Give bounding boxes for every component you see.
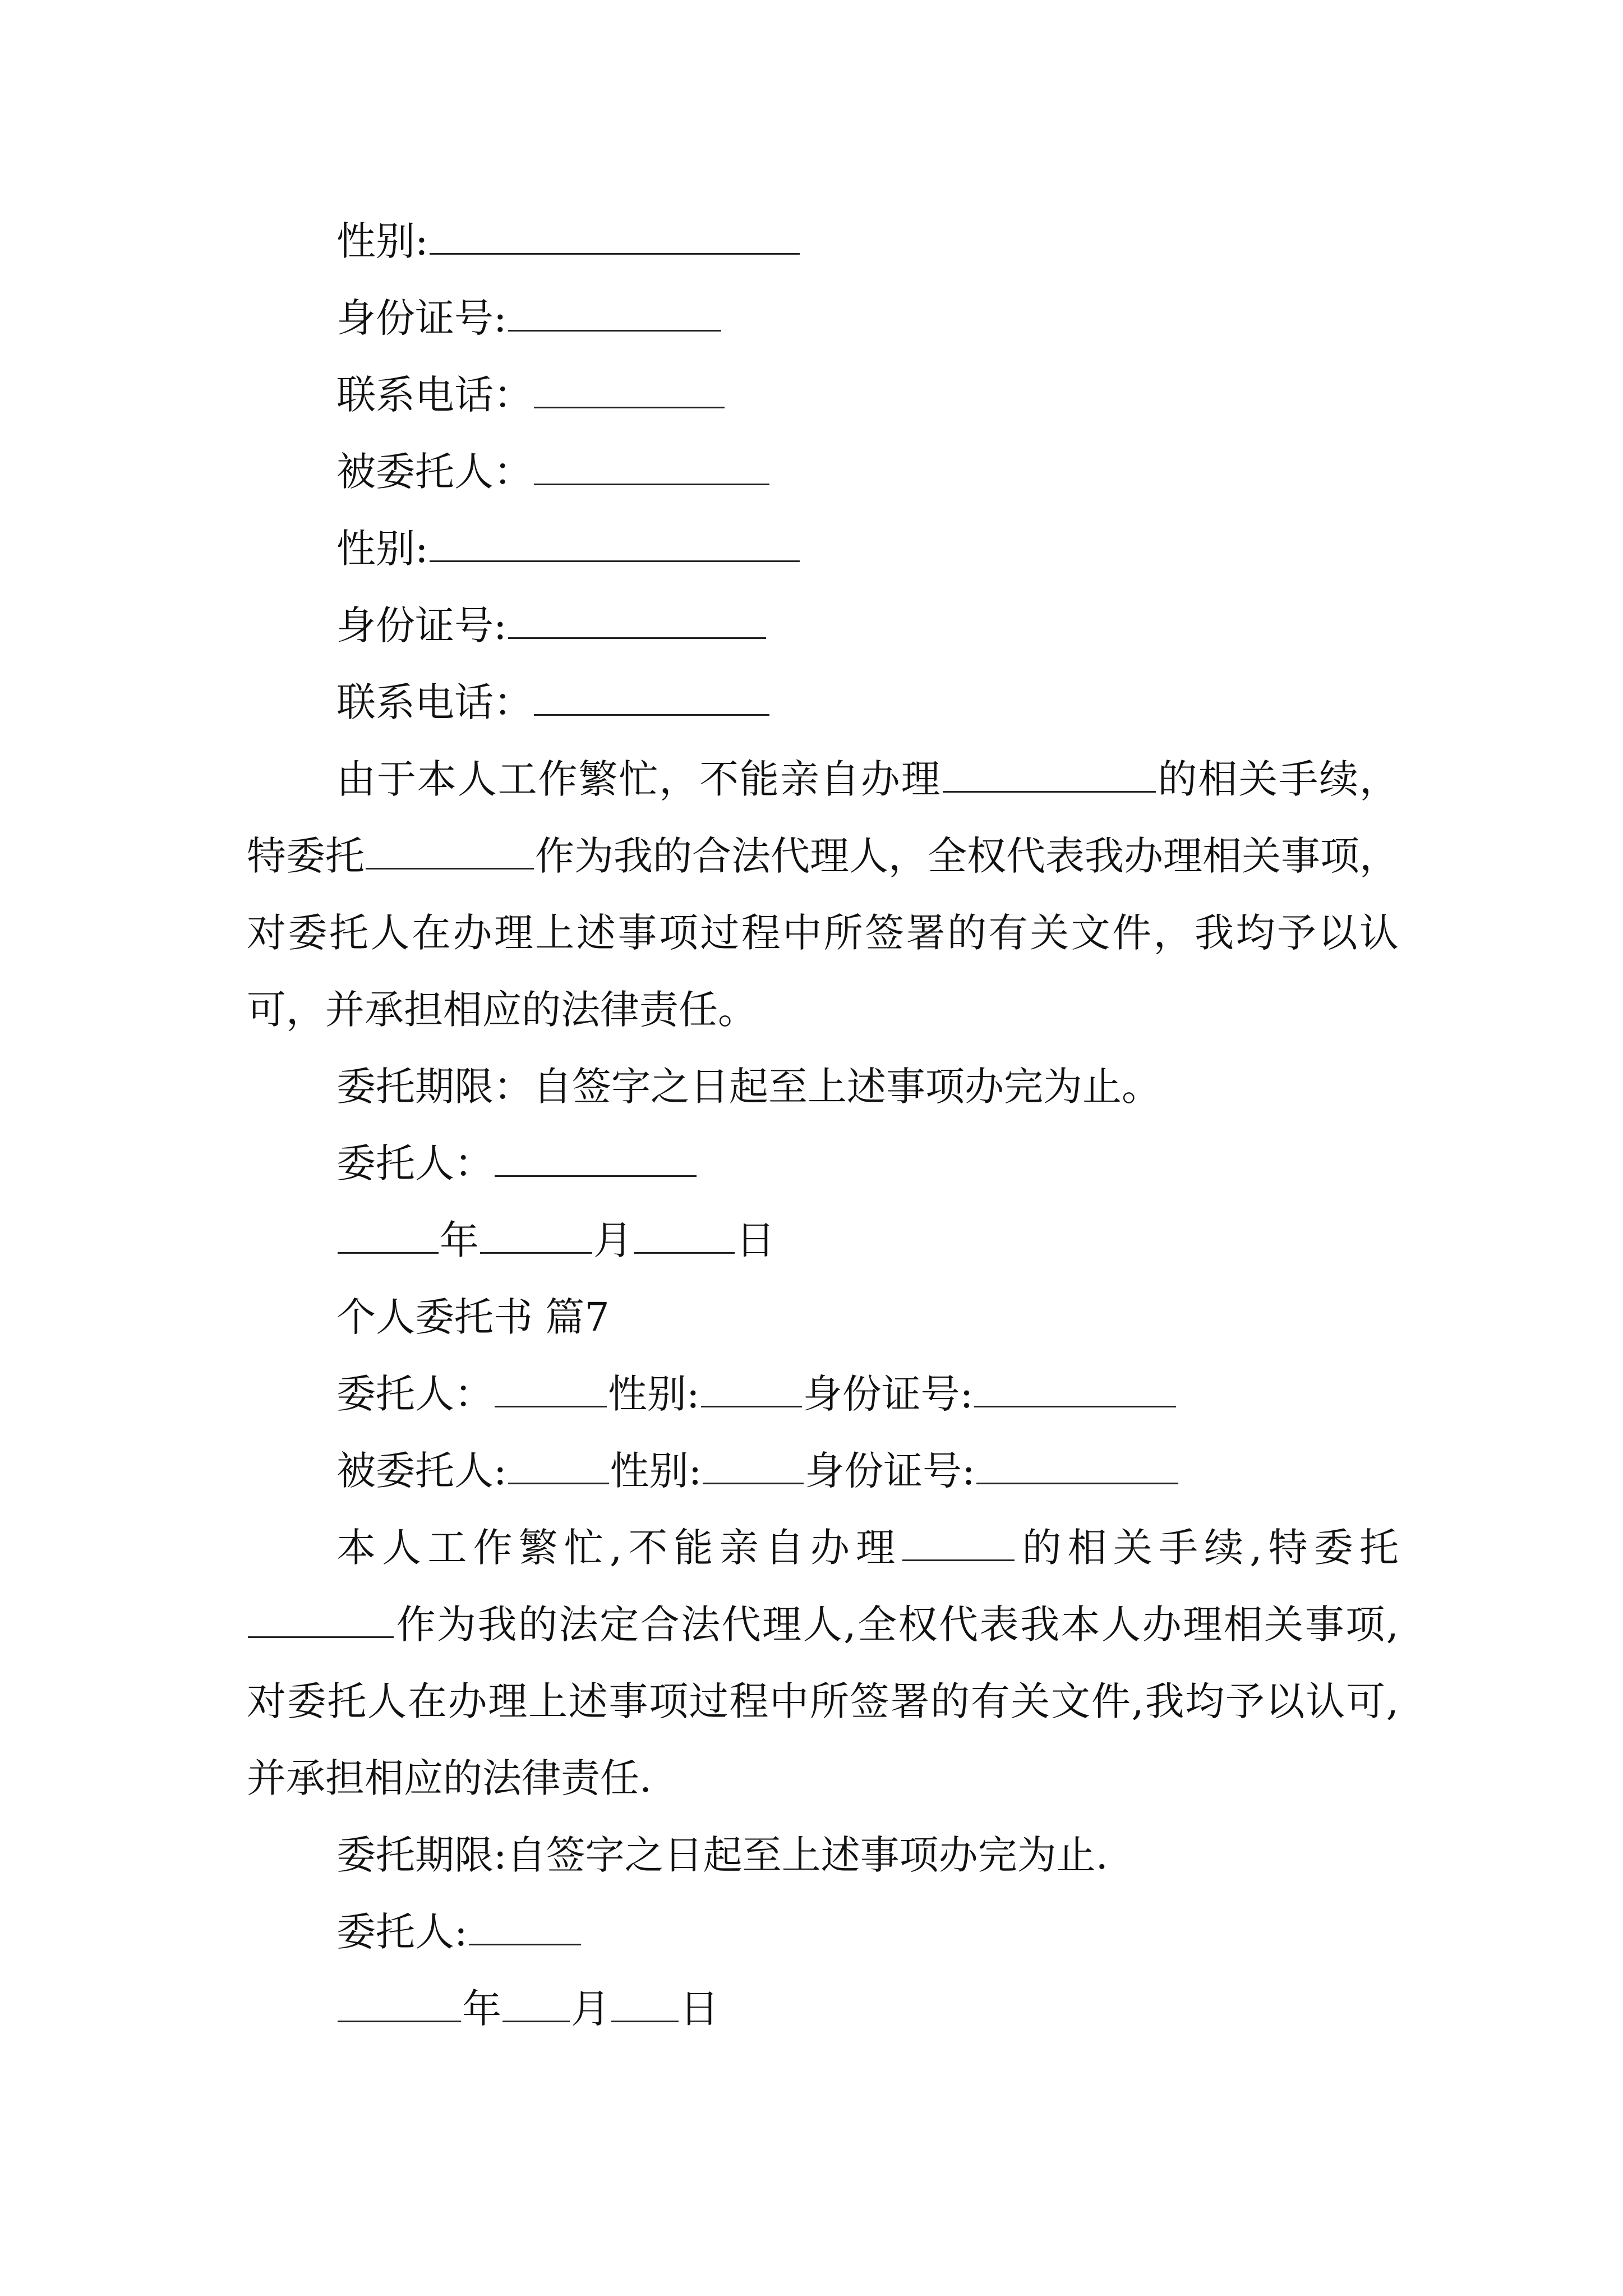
month-blank bbox=[480, 1215, 592, 1254]
trustee-b-blank bbox=[508, 1446, 609, 1485]
principal-sign-b-blank bbox=[469, 1907, 581, 1946]
trustee-gender-label: 性别: bbox=[336, 526, 428, 572]
trustee-id-label: 身份证号: bbox=[336, 602, 507, 648]
trustee-label: 被委托人： bbox=[336, 449, 533, 495]
principal-sign-line-b bbox=[247, 1894, 1399, 1971]
principal-sign-label: 委托人： bbox=[336, 1140, 494, 1186]
principal-sign-blank bbox=[495, 1138, 697, 1177]
matter-blank bbox=[943, 754, 1156, 793]
principal-gender-label: 性别: bbox=[608, 1371, 700, 1417]
trustee-info-line bbox=[247, 1433, 1399, 1510]
trustee-b-gender-label: 性别: bbox=[610, 1448, 702, 1494]
day-b-label: 日 bbox=[680, 1986, 719, 2032]
trustee-gender-blank bbox=[430, 523, 800, 563]
trustee-phone-blank bbox=[534, 677, 769, 716]
month-b-blank bbox=[502, 1984, 570, 2023]
id-number-label: 身份证号: bbox=[336, 295, 507, 341]
term-text: 委托期限：自签字之日起至上述事项办完为止。 bbox=[336, 1064, 1161, 1110]
date-line bbox=[247, 1202, 1399, 1279]
month-label: 月 bbox=[593, 1217, 633, 1263]
delegation-text-3: 作为我的合法代理人，全权代表我办理相关事项，对委托人在办理上述事项过程中所签署的有关文件，我均予以认可，并承担相应的法律责任。 bbox=[247, 833, 1399, 1033]
phone-blank bbox=[534, 370, 725, 409]
agent-blank bbox=[366, 831, 534, 870]
delegation-paragraph-b bbox=[247, 1510, 1399, 1817]
principal-sign-line bbox=[247, 1125, 1399, 1202]
principal-gender-blank bbox=[701, 1369, 802, 1408]
delegation-b-text-1: 本人工作繁忙,不能亲自办理 bbox=[336, 1525, 902, 1571]
id-number-blank bbox=[508, 293, 721, 332]
gender-label: 性别: bbox=[336, 218, 428, 264]
trustee-phone-line bbox=[247, 664, 1399, 741]
month-b-label: 月 bbox=[571, 1986, 610, 2032]
trustee-blank bbox=[534, 447, 769, 486]
term-b-text: 委托期限:自签字之日起至上述事项办完为止. bbox=[336, 1832, 1108, 1878]
trustee-b-label: 被委托人: bbox=[336, 1448, 507, 1494]
date-line-b bbox=[247, 1971, 1399, 2047]
trustee-line bbox=[247, 434, 1399, 510]
agent-b-blank bbox=[248, 1599, 394, 1639]
trustee-b-gender-blank bbox=[703, 1446, 804, 1485]
trustee-b-id-blank bbox=[976, 1446, 1178, 1485]
day-blank bbox=[634, 1215, 735, 1254]
trustee-gender-line bbox=[247, 510, 1399, 587]
year-label: 年 bbox=[440, 1217, 479, 1263]
principal-id-label: 身份证号: bbox=[803, 1371, 974, 1417]
day-label: 日 bbox=[736, 1217, 775, 1263]
delegation-text-2: 的相关手续，特委托 bbox=[247, 756, 1399, 879]
trustee-id-line bbox=[247, 587, 1399, 664]
section-heading bbox=[247, 1279, 1399, 1356]
section-heading-text: 个人委托书 篇7 bbox=[336, 1294, 610, 1340]
gender-blank bbox=[430, 216, 800, 255]
trustee-b-id-label: 身份证号: bbox=[805, 1448, 975, 1494]
principal-id-blank bbox=[974, 1369, 1176, 1408]
document-body bbox=[247, 203, 1399, 2047]
gender-line bbox=[247, 203, 1399, 280]
term-line bbox=[247, 1048, 1399, 1125]
trustee-phone-label: 联系电话： bbox=[336, 679, 533, 725]
phone-label: 联系电话： bbox=[336, 372, 533, 418]
delegation-text-1: 由于本人工作繁忙，不能亲自办理 bbox=[336, 756, 942, 802]
phone-line bbox=[247, 357, 1399, 434]
principal-blank bbox=[495, 1369, 607, 1408]
principal-info-line bbox=[247, 1356, 1399, 1433]
year-b-label: 年 bbox=[462, 1986, 501, 2032]
year-b-blank bbox=[338, 1984, 461, 2023]
delegation-b-text-2: 的相关手续,特委托 bbox=[1016, 1525, 1399, 1571]
term-line-b bbox=[247, 1817, 1399, 1894]
principal-sign-b-label: 委托人: bbox=[336, 1909, 468, 1955]
trustee-id-blank bbox=[508, 600, 766, 639]
delegation-paragraph bbox=[247, 741, 1399, 1048]
delegation-b-text-3: 作为我的法定合法代理人,全权代表我本人办理相关事项,对委托人在办理上述事项过程中所签署的有关文件,我均予以认可,并承担相应的法律责任. bbox=[247, 1602, 1399, 1801]
day-b-blank bbox=[611, 1984, 679, 2023]
year-blank bbox=[338, 1215, 439, 1254]
principal-label: 委托人： bbox=[336, 1371, 494, 1417]
matter-b-blank bbox=[902, 1522, 1015, 1562]
id-number-line bbox=[247, 280, 1399, 357]
